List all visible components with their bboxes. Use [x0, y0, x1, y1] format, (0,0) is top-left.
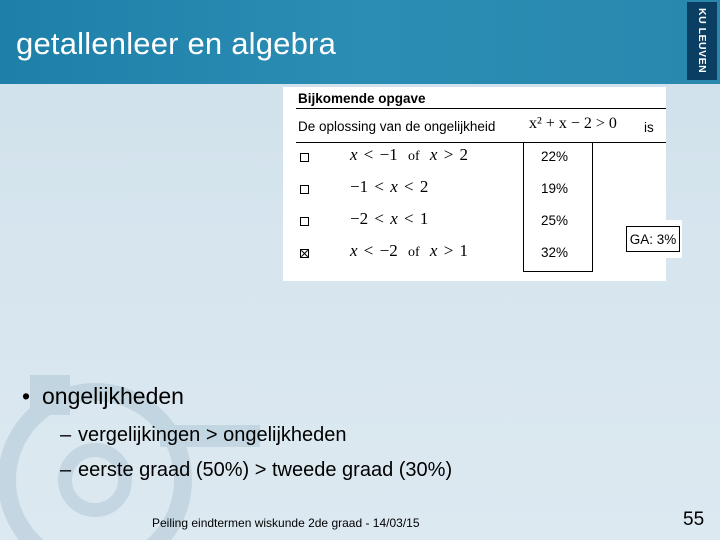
- answer-expression: x < −1 of x > 2: [350, 145, 469, 164]
- bullet-sub-text: vergelijkingen > ongelijkheden: [78, 424, 347, 446]
- answer-option-row: [283, 238, 666, 268]
- bullet-main-text: ongelijkheden: [42, 383, 184, 409]
- slide-title: getallenleer en algebra: [16, 26, 337, 61]
- exercise-inequality: x² + x − 2 > 0: [529, 115, 617, 132]
- answer-expression: −1 < x < 2: [350, 177, 429, 196]
- sub-bullet-symbol: –: [60, 459, 72, 481]
- slide-header: [0, 0, 720, 84]
- exercise-question: De oplossing van de ongelijkheid: [298, 119, 496, 134]
- ku-leuven-logo: [687, 2, 717, 80]
- answer-expression: x < −2 of x > 1: [350, 241, 469, 260]
- page-number: 55: [683, 509, 705, 530]
- answer-percent: 25%: [541, 213, 569, 228]
- ga-callout: [620, 220, 682, 258]
- exercise-image: [283, 87, 666, 281]
- checkbox-unchecked: [300, 217, 309, 226]
- bullet-sub-text: eerste graad (50%) > tweede graad (30%): [78, 459, 453, 481]
- answer-percent: 32%: [541, 245, 569, 260]
- answer-option-row: [283, 174, 666, 204]
- exercise-title: Bijkomende opgave: [298, 91, 426, 106]
- answer-expression: −2 < x < 1: [350, 209, 429, 228]
- answer-option-row: [283, 206, 666, 236]
- exercise-question-suffix: is: [644, 120, 654, 135]
- ga-label: GA: 3%: [626, 226, 680, 252]
- answer-option-row: [283, 142, 666, 172]
- answer-percent: 22%: [541, 149, 569, 164]
- bullet-sub: [60, 459, 452, 482]
- sub-bullet-symbol: –: [60, 424, 72, 446]
- bullet-main: [22, 383, 184, 410]
- checkbox-unchecked: [300, 185, 309, 194]
- divider: [296, 108, 666, 109]
- checkbox-checked: [300, 249, 309, 258]
- answer-percent: 19%: [541, 181, 569, 196]
- bullet-sub: [60, 424, 347, 447]
- checkbox-unchecked: [300, 153, 309, 162]
- logo-text: KU LEUVEN: [696, 8, 708, 74]
- bullet-symbol: •: [22, 383, 31, 409]
- footer-text: Peiling eindtermen wiskunde 2de graad - 14/03/15: [152, 516, 420, 530]
